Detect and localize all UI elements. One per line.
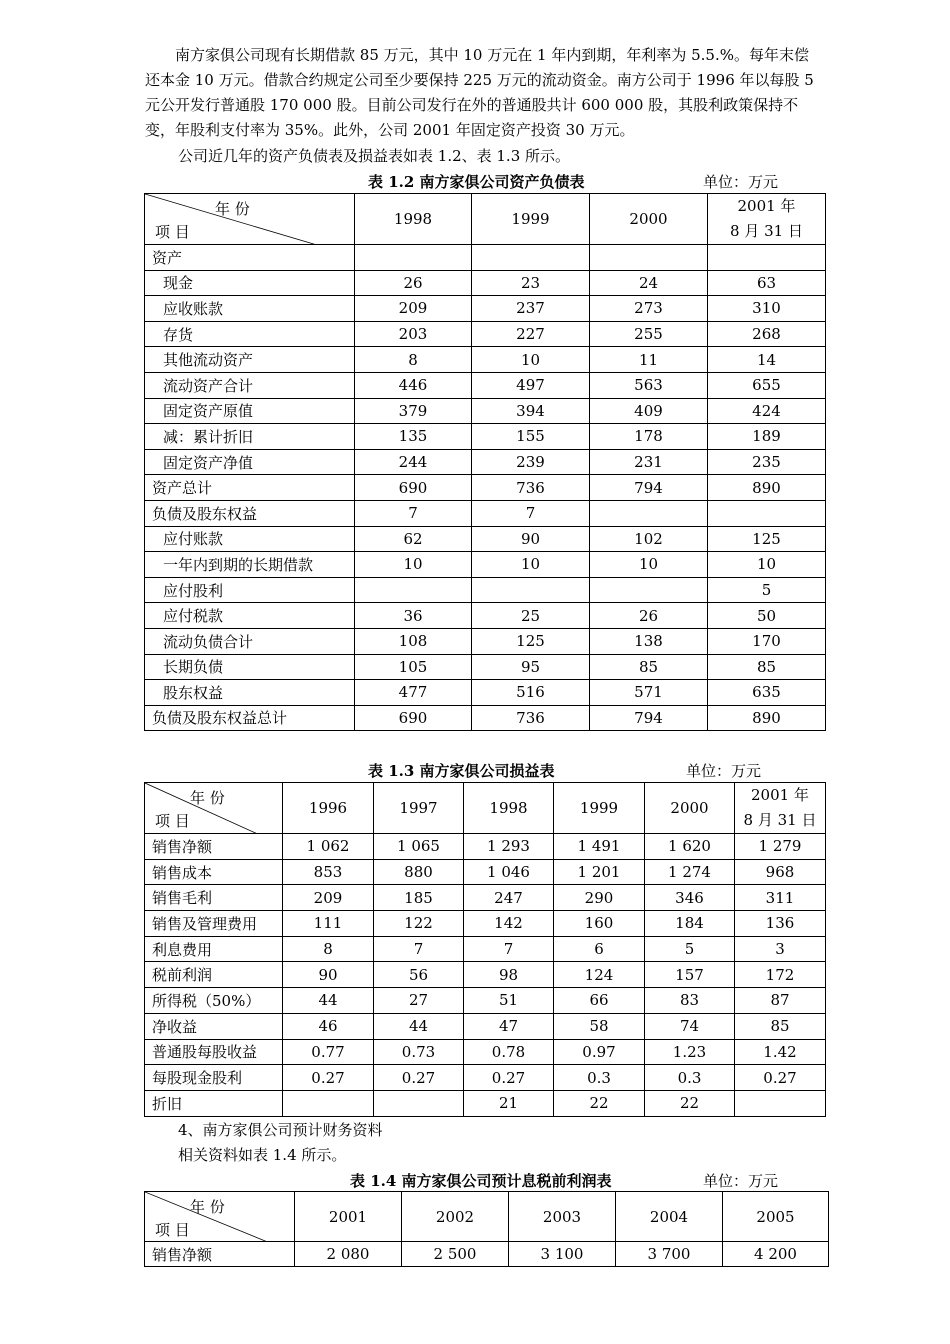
table-cell: 44 (374, 1013, 464, 1039)
table-cell: 446 (355, 372, 472, 398)
table-row (145, 526, 826, 552)
table-row (145, 500, 826, 526)
table-cell: 655 (708, 372, 826, 398)
row-label: 固定资产原值 (145, 398, 355, 424)
row-label: 流动负债合计 (145, 628, 355, 654)
table-cell: 108 (355, 628, 472, 654)
table-cell: 244 (355, 449, 472, 475)
corner-year-label: 年 份 (215, 200, 250, 218)
table-row (145, 1242, 829, 1267)
table-row (145, 552, 826, 578)
table-cell: 497 (472, 372, 590, 398)
table-cell: 3 100 (509, 1242, 616, 1267)
table-cell (708, 245, 826, 271)
year-header: 1999 (554, 783, 645, 834)
table-cell: 14 (708, 347, 826, 373)
table-cell: 0.27 (464, 1065, 554, 1091)
table-cell: 235 (708, 449, 826, 475)
table-cell: 880 (374, 859, 464, 885)
table-cell: 635 (708, 680, 826, 706)
row-label: 销售净额 (145, 1242, 295, 1267)
row-label: 资产 (145, 245, 355, 271)
year-header-2001 (708, 194, 826, 245)
table-cell: 1 274 (645, 859, 735, 885)
row-label: 销售毛利 (145, 885, 283, 911)
corner-header-cell (145, 1192, 295, 1242)
table-cell: 1.23 (645, 1039, 735, 1065)
table-cell: 122 (374, 911, 464, 937)
table-row (145, 1039, 826, 1065)
table-cell: 56 (374, 962, 464, 988)
row-label: 销售及管理费用 (145, 911, 283, 937)
table-cell: 0.77 (283, 1039, 374, 1065)
year-header: 2000 (590, 194, 708, 245)
table-cell: 66 (554, 988, 645, 1014)
table-cell: 21 (464, 1090, 554, 1116)
table-cell: 203 (355, 321, 472, 347)
section-4-heading: 4、南方家俱公司预计财务资料 (178, 1121, 383, 1139)
table-cell: 63 (708, 270, 826, 296)
row-label: 应付股利 (145, 577, 355, 603)
table-cell: 0.3 (554, 1065, 645, 1091)
table-cell: 379 (355, 398, 472, 424)
table-cell: 85 (708, 654, 826, 680)
table-cell: 23 (472, 270, 590, 296)
table-1-4-unit: 单位：万元 (703, 1172, 779, 1190)
table-cell: 7 (464, 936, 554, 962)
row-label: 现金 (145, 270, 355, 296)
table-cell: 268 (708, 321, 826, 347)
balance-sheet-table (144, 193, 826, 731)
table-cell: 0.3 (645, 1065, 735, 1091)
table-cell: 209 (355, 296, 472, 322)
table-cell: 5 (708, 577, 826, 603)
table-cell: 237 (472, 296, 590, 322)
table-row (145, 398, 826, 424)
year-header-line: 2001 年 (737, 197, 796, 215)
table-cell: 1.42 (735, 1039, 826, 1065)
forecast-ebit-table (144, 1191, 829, 1267)
table-row (145, 1065, 826, 1091)
year-header-line: 8 月 31 日 (743, 811, 817, 829)
row-label: 固定资产净值 (145, 449, 355, 475)
table-cell: 1 491 (554, 834, 645, 860)
table-cell: 172 (735, 962, 826, 988)
table-cell: 794 (590, 705, 708, 731)
table-cell: 968 (735, 859, 826, 885)
table-row (145, 1090, 826, 1116)
row-label: 销售成本 (145, 859, 283, 885)
table-cell: 255 (590, 321, 708, 347)
year-header: 2000 (645, 783, 735, 834)
table-1-4-caption: 表 1.4 南方家俱公司预计息税前利润表 (350, 1172, 612, 1190)
table-cell: 138 (590, 628, 708, 654)
corner-item-label: 项 目 (155, 223, 190, 241)
year-header: 1998 (355, 194, 472, 245)
table-cell: 563 (590, 372, 708, 398)
year-header: 1996 (283, 783, 374, 834)
row-label: 流动资产合计 (145, 372, 355, 398)
year-header: 1999 (472, 194, 590, 245)
row-label: 所得税（50%） (145, 988, 283, 1014)
corner-item-label: 项 目 (155, 812, 190, 830)
row-label: 负债及股东权益总计 (145, 705, 355, 731)
table-cell: 58 (554, 1013, 645, 1039)
year-header: 2002 (402, 1192, 509, 1242)
table-cell: 1 279 (735, 834, 826, 860)
table-row (145, 962, 826, 988)
table-cell: 10 (355, 552, 472, 578)
table-cell: 160 (554, 911, 645, 937)
row-label: 长期负债 (145, 654, 355, 680)
section-4-text: 相关资料如表 1.4 所示。 (178, 1146, 347, 1164)
table-cell: 2 080 (295, 1242, 402, 1267)
table-cell: 7 (355, 500, 472, 526)
year-header: 2005 (723, 1192, 829, 1242)
table-cell: 142 (464, 911, 554, 937)
table-cell: 83 (645, 988, 735, 1014)
table-cell: 477 (355, 680, 472, 706)
year-header: 2001 (295, 1192, 402, 1242)
table-cell: 690 (355, 475, 472, 501)
table-cell: 6 (554, 936, 645, 962)
row-label: 存货 (145, 321, 355, 347)
corner-header-cell (145, 783, 283, 834)
table-cell: 571 (590, 680, 708, 706)
table-cell: 1 046 (464, 859, 554, 885)
table-cell (355, 577, 472, 603)
table-cell: 0.73 (374, 1039, 464, 1065)
row-label: 每股现金股利 (145, 1065, 283, 1091)
row-label: 股东权益 (145, 680, 355, 706)
year-header-line: 8 月 31 日 (730, 222, 803, 240)
table-cell (590, 245, 708, 271)
table-cell: 157 (645, 962, 735, 988)
year-header: 1998 (464, 783, 554, 834)
table-cell: 1 062 (283, 834, 374, 860)
table-cell: 247 (464, 885, 554, 911)
table-cell: 5 (645, 936, 735, 962)
table-cell: 736 (472, 705, 590, 731)
table-cell: 95 (472, 654, 590, 680)
table-cell: 125 (708, 526, 826, 552)
table-cell: 0.27 (735, 1065, 826, 1091)
table-cell (355, 245, 472, 271)
table-cell: 85 (735, 1013, 826, 1039)
table-cell: 1 201 (554, 859, 645, 885)
table-cell: 90 (472, 526, 590, 552)
table-cell: 36 (355, 603, 472, 629)
corner-year-label: 年 份 (190, 1198, 225, 1216)
table-cell: 10 (708, 552, 826, 578)
table-cell (374, 1090, 464, 1116)
table-row (145, 628, 826, 654)
table-cell: 26 (590, 603, 708, 629)
table-cell: 185 (374, 885, 464, 911)
table-cell: 227 (472, 321, 590, 347)
table-cell: 311 (735, 885, 826, 911)
table-cell: 25 (472, 603, 590, 629)
table-row (145, 936, 826, 962)
table-cell (708, 500, 826, 526)
table-cell: 394 (472, 398, 590, 424)
table-cell: 189 (708, 424, 826, 450)
table-cell: 890 (708, 705, 826, 731)
table-cell: 155 (472, 424, 590, 450)
table-cell (590, 577, 708, 603)
table-row (145, 347, 826, 373)
table-cell: 1 620 (645, 834, 735, 860)
table-cell: 310 (708, 296, 826, 322)
year-header: 1997 (374, 783, 464, 834)
table-cell: 7 (374, 936, 464, 962)
table-cell: 50 (708, 603, 826, 629)
table-row (145, 705, 826, 731)
table-cell: 27 (374, 988, 464, 1014)
corner-year-label: 年 份 (190, 789, 225, 807)
table-cell: 0.78 (464, 1039, 554, 1065)
table-cell: 3 (735, 936, 826, 962)
table-row (145, 988, 826, 1014)
table-row (145, 449, 826, 475)
table-cell: 1 293 (464, 834, 554, 860)
table-cell: 22 (645, 1090, 735, 1116)
table-row (145, 577, 826, 603)
table-cell (283, 1090, 374, 1116)
row-label: 一年内到期的长期借款 (145, 552, 355, 578)
table-cell: 124 (554, 962, 645, 988)
intro-paragraph: 南方家俱公司现有长期借款 85 万元，其中 10 万元在 1 年内到期，年利率为 5.5.%。每年末偿还本金 10 万元。借款合约规定公司至少要保持 225 万元的流动资金。南方公司于 1996 年以每股 5 元公开发行普通股 170 000 股。目前公司发行在外的普通股共计 600 000 股，其股利政策保持不变，年股利支付率为 35%。此外，公司 2001 年固定资产投资 30 万元。 (145, 46, 814, 139)
table-cell: 184 (645, 911, 735, 937)
table-cell: 111 (283, 911, 374, 937)
table-1-3-unit: 单位：万元 (686, 762, 762, 780)
table-cell: 46 (283, 1013, 374, 1039)
table-cell: 10 (472, 552, 590, 578)
table-cell: 51 (464, 988, 554, 1014)
table-row (145, 834, 826, 860)
table-cell (472, 577, 590, 603)
table-cell: 239 (472, 449, 590, 475)
table-cell: 90 (283, 962, 374, 988)
income-statement-table (144, 782, 826, 1117)
table-1-2-caption: 表 1.2 南方家俱公司资产负债表 (368, 173, 585, 191)
table-cell: 62 (355, 526, 472, 552)
table-cell: 3 700 (616, 1242, 723, 1267)
table-row (145, 1013, 826, 1039)
table-cell: 424 (708, 398, 826, 424)
table-row (145, 680, 826, 706)
row-label: 应收账款 (145, 296, 355, 322)
table-cell: 853 (283, 859, 374, 885)
table-row (145, 603, 826, 629)
row-label: 其他流动资产 (145, 347, 355, 373)
row-label: 负债及股东权益 (145, 500, 355, 526)
table-cell: 209 (283, 885, 374, 911)
table-cell: 1 065 (374, 834, 464, 860)
year-header: 2003 (509, 1192, 616, 1242)
table-cell: 85 (590, 654, 708, 680)
table-1-3-caption: 表 1.3 南方家俱公司损益表 (368, 762, 555, 780)
table-cell: 736 (472, 475, 590, 501)
table-header-row (145, 1192, 829, 1242)
table-cell: 516 (472, 680, 590, 706)
corner-header-cell (145, 194, 355, 245)
table-cell: 135 (355, 424, 472, 450)
row-label: 减：累计折旧 (145, 424, 355, 450)
table-row (145, 245, 826, 271)
table-row (145, 296, 826, 322)
table-cell: 8 (355, 347, 472, 373)
table-cell: 87 (735, 988, 826, 1014)
table-cell (735, 1090, 826, 1116)
table-cell: 102 (590, 526, 708, 552)
corner-item-label: 项 目 (155, 1221, 190, 1239)
intro-paragraph-2: 公司近几年的资产负债表及损益表如表 1.2、表 1.3 所示。 (178, 147, 571, 165)
table-cell: 47 (464, 1013, 554, 1039)
table-header-row (145, 194, 826, 245)
table-cell: 10 (472, 347, 590, 373)
table-cell: 890 (708, 475, 826, 501)
row-label: 税前利润 (145, 962, 283, 988)
table-cell: 346 (645, 885, 735, 911)
year-header-2001 (735, 783, 826, 834)
table-1-2-unit: 单位：万元 (703, 173, 779, 191)
table-cell: 170 (708, 628, 826, 654)
table-cell: 24 (590, 270, 708, 296)
table-cell: 0.27 (374, 1065, 464, 1091)
table-row (145, 654, 826, 680)
table-cell: 0.27 (283, 1065, 374, 1091)
table-cell: 98 (464, 962, 554, 988)
table-row (145, 372, 826, 398)
table-cell: 8 (283, 936, 374, 962)
table-cell: 105 (355, 654, 472, 680)
row-label: 折旧 (145, 1090, 283, 1116)
year-header: 2004 (616, 1192, 723, 1242)
year-header-line: 2001 年 (751, 786, 809, 804)
table-cell: 22 (554, 1090, 645, 1116)
table-cell: 136 (735, 911, 826, 937)
table-row (145, 424, 826, 450)
table-cell: 794 (590, 475, 708, 501)
table-cell: 10 (590, 552, 708, 578)
table-cell: 125 (472, 628, 590, 654)
table-row (145, 885, 826, 911)
table-row (145, 911, 826, 937)
table-cell: 44 (283, 988, 374, 1014)
table-cell: 2 500 (402, 1242, 509, 1267)
row-label: 应付税款 (145, 603, 355, 629)
table-cell: 231 (590, 449, 708, 475)
table-cell: 409 (590, 398, 708, 424)
table-cell (472, 245, 590, 271)
table-row (145, 321, 826, 347)
row-label: 销售净额 (145, 834, 283, 860)
table-cell: 4 200 (723, 1242, 829, 1267)
table-cell: 74 (645, 1013, 735, 1039)
table-header-row (145, 783, 826, 834)
table-cell: 7 (472, 500, 590, 526)
table-cell: 26 (355, 270, 472, 296)
row-label: 净收益 (145, 1013, 283, 1039)
table-cell: 178 (590, 424, 708, 450)
table-cell: 0.97 (554, 1039, 645, 1065)
table-row (145, 475, 826, 501)
table-cell: 11 (590, 347, 708, 373)
row-label: 应付账款 (145, 526, 355, 552)
row-label: 普通股每股收益 (145, 1039, 283, 1065)
table-cell: 290 (554, 885, 645, 911)
row-label: 资产总计 (145, 475, 355, 501)
table-cell: 690 (355, 705, 472, 731)
table-cell: 273 (590, 296, 708, 322)
table-row (145, 270, 826, 296)
table-row (145, 859, 826, 885)
table-cell (590, 500, 708, 526)
row-label: 利息费用 (145, 936, 283, 962)
